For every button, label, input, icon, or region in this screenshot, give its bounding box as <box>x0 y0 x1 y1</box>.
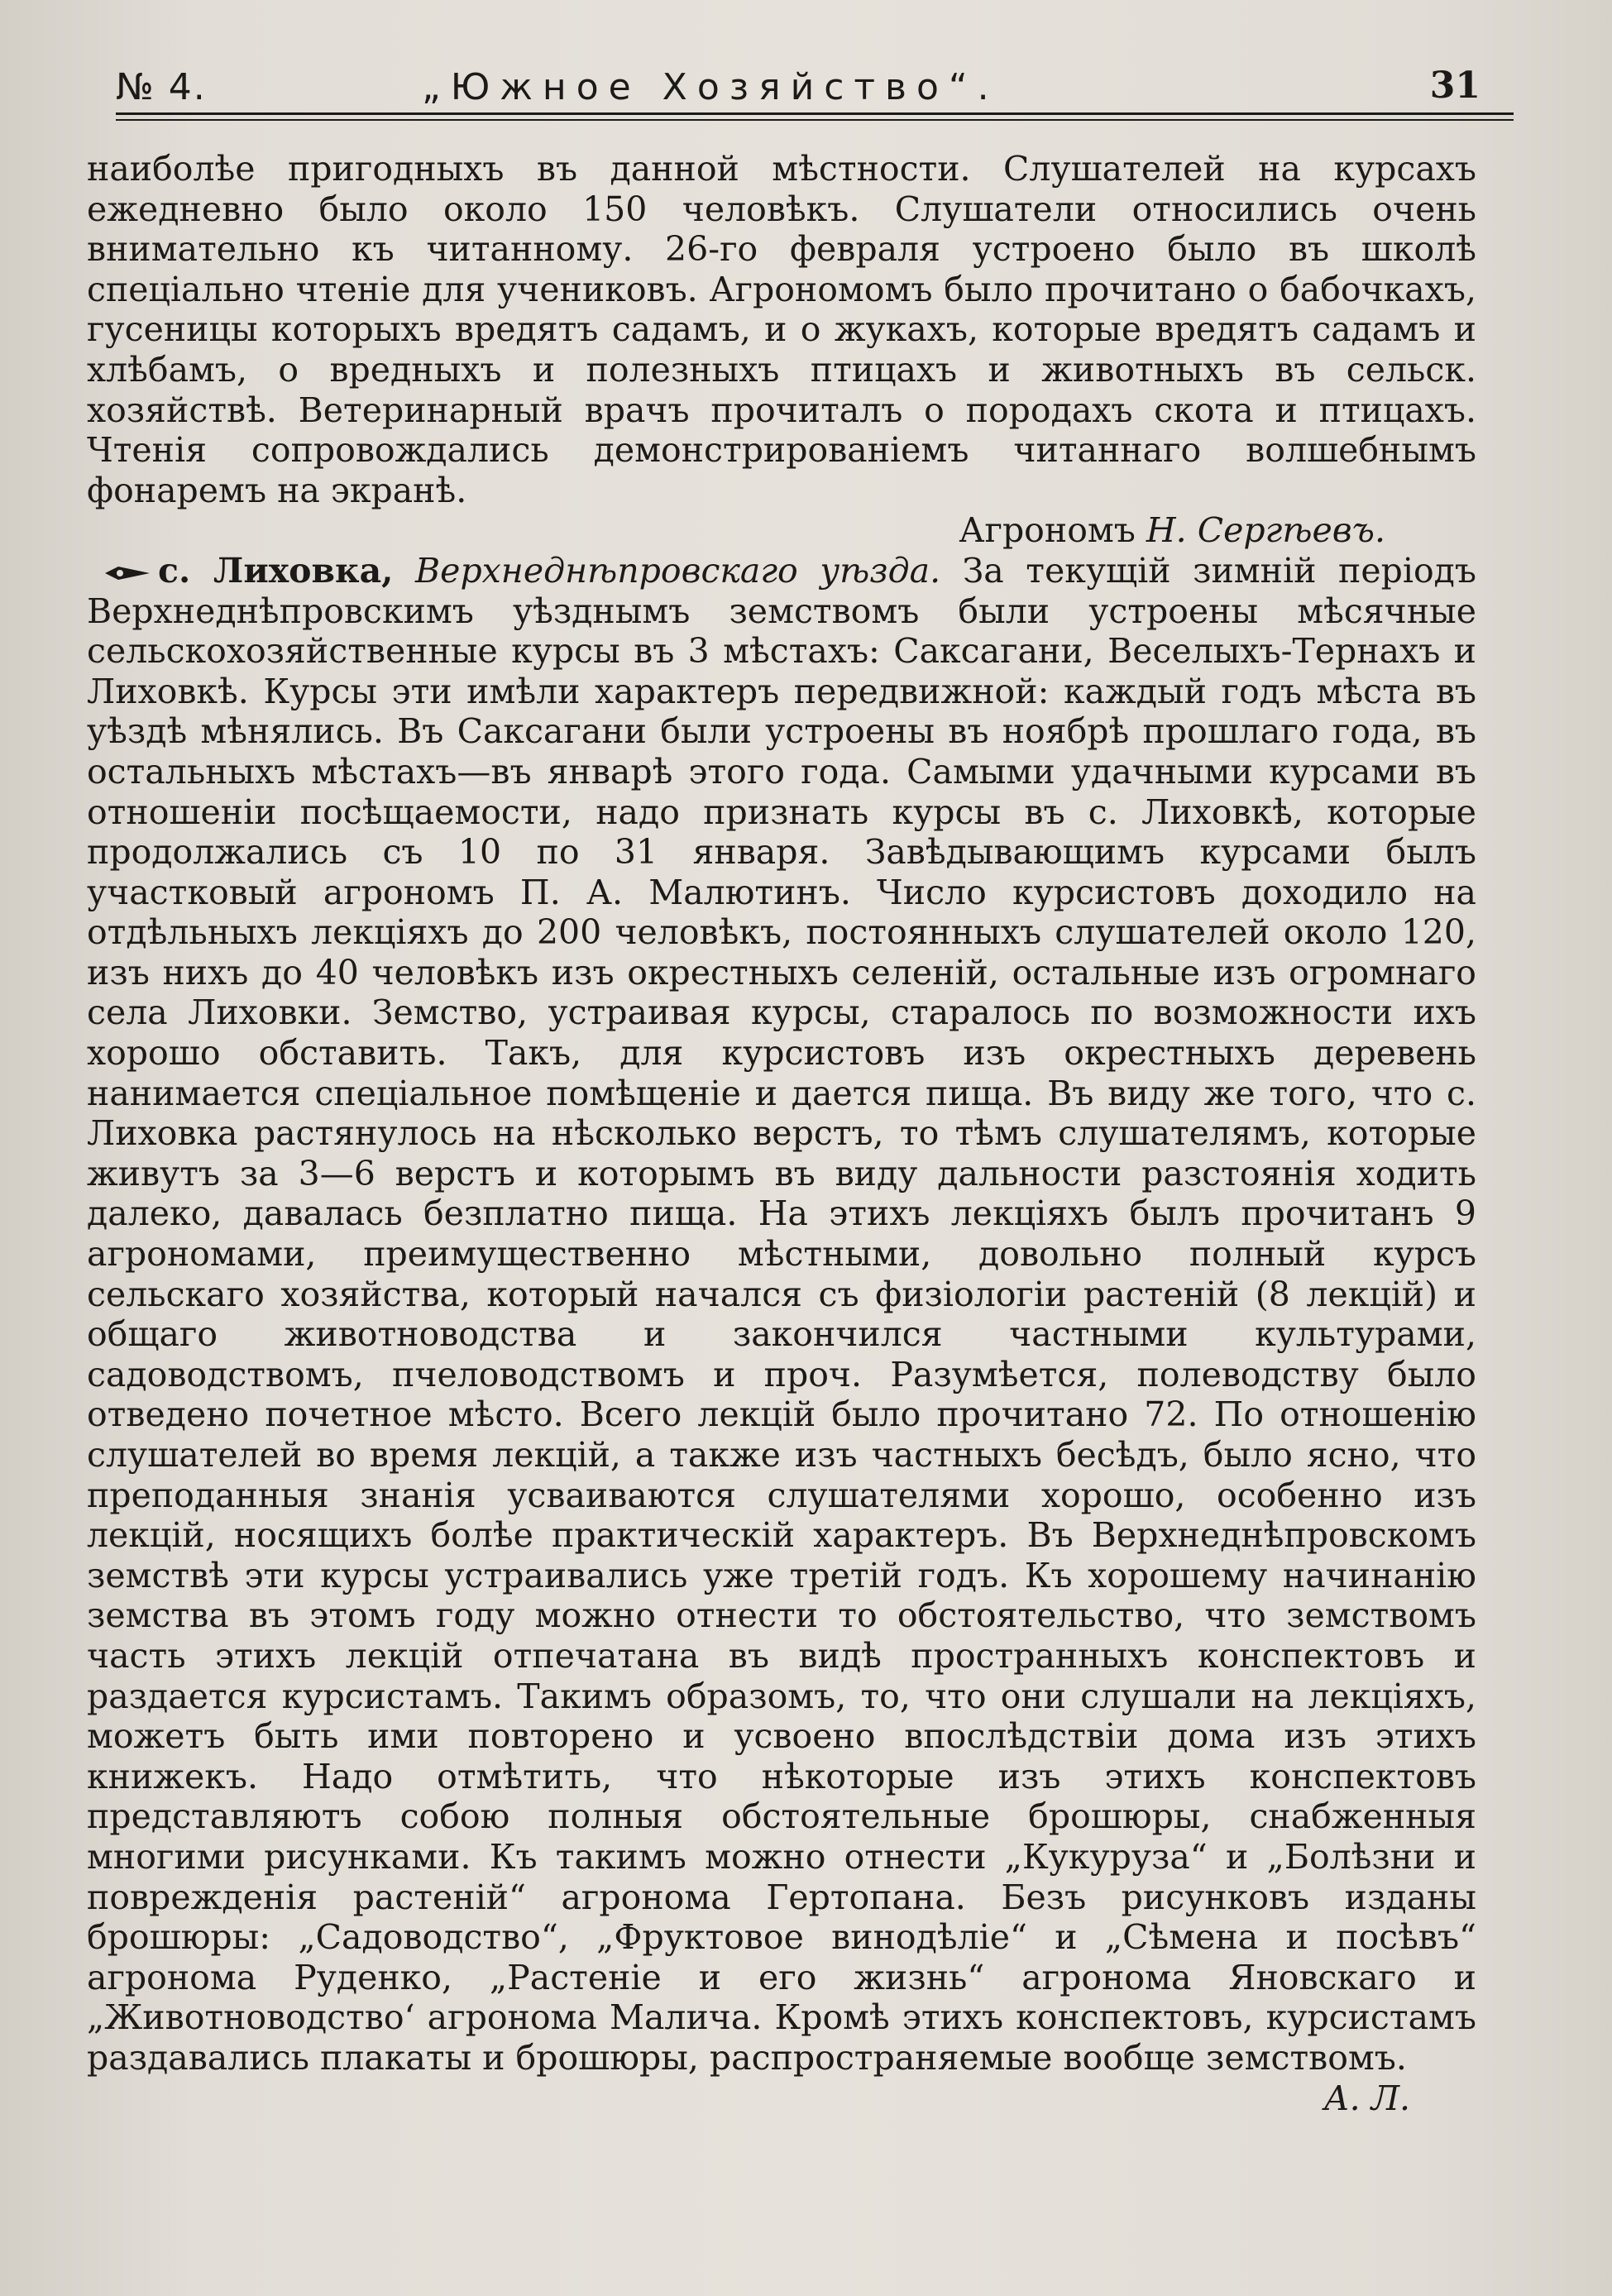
header-rule-thin <box>116 119 1514 121</box>
article-body <box>87 149 1476 2118</box>
header-rule <box>116 112 1514 115</box>
signature-role: Агрономъ <box>959 510 1136 551</box>
signature-agronomist <box>87 510 1476 551</box>
page-header <box>50 65 1480 122</box>
ornament-icon <box>103 564 151 582</box>
issue-number: № 4. <box>116 66 207 108</box>
place-name: с. Лиховка, <box>158 550 394 591</box>
page-number: 31 <box>1429 65 1480 107</box>
paragraph-2-text: За текущій зимній періодъ Верхнеднѣпровскимъ уѣзднымъ земствомъ были устроены мѣсячные сельскохозяйственные курсы въ 3 мѣстахъ: Саксагани, Веселыхъ-Тернахъ и Лиховкѣ. Курсы эти имѣли характеръ передвижной: каждый годъ мѣста въ уѣздѣ мѣнялись. Въ Саксагани были устроены въ ноябрѣ прошлаго года, въ остальныхъ мѣстахъ—въ январѣ этого года. Самыми удачными курсами въ отношеніи посѣщаемости, надо признать курсы въ с. Лиховкѣ, которые продолжались съ 10 по 31 января. Завѣдывающимъ курсами былъ участковый агрономъ П. А. Малютинъ. Число курсистовъ доходило на отдѣльныхъ лекціяхъ до 200 человѣкъ, постоянныхъ слушателей около 120, изъ нихъ до 40 человѣкъ изъ окрестныхъ селеній, остальные изъ огромнаго села Лиховки. Земство, устраивая курсы, старалось по возможности ихъ хорошо обставить. Такъ, для курсистовъ изъ окрестныхъ деревень нанимается спеціальное помѣщеніе и дается пища. Въ виду же того, что с. Лиховка растянулось на нѣсколько верстъ, то тѣмъ слушателямъ, которые живутъ за 3—6 верстъ и которымъ въ виду дальности разстоянія ходить далеко, давалась безплатно пища. На этихъ лекціяхъ былъ прочитанъ 9 агрономами, преимущественно мѣстными, довольно полный курсъ сельскаго хозяйства, который начался съ физіологіи растеній (8 лекцій) и общаго животноводства и закончился частными культурами, садоводствомъ, пчеловодствомъ и проч. Разумѣется, полеводству было отведено почетное мѣсто. Всего лекцій было прочитано 72. По отношенію слушателей во время лекцій, а также изъ частныхъ бесѣдъ, было ясно, что преподанныя знанія усваиваются слушателями хорошо, особенно изъ лекцій, носящихъ болѣе практическій характеръ. Въ Верхнеднѣпровскомъ земствѣ эти курсы устраивались уже третій годъ. Къ хорошему начинанію земства въ этомъ году можно отнести то обстоятельство, что земствомъ часть этихъ лекцій отпечатана въ видѣ пространныхъ конспектовъ и раздается курсистамъ. Такимъ образомъ, то, что они слушали на лекціяхъ, можетъ быть ими повторено и усвоено впослѣдствіи дома изъ этихъ книжекъ. Надо отмѣтить, что нѣкоторые изъ этихъ конспектовъ представляютъ собою полныя обстоятельные брошюры, снабженныя многими рисунками. Къ такимъ можно отнести „Кукуруза“ и „Болѣзни и поврежденія растеній“ агронома Гертопана. Безъ рисунковъ изданы брошюры: „Садоводство“, „Фруктовое винодѣліе“ и „Сѣмена и посѣвъ“ агронома Руденко, „Растеніе и его жизнь“ агронома Яновскаго и „Животноводство‘ агронома Малича. Кромѣ этихъ конспектовъ, курсистамъ раздавались плакаты и брошюры, распространяемые вообще земствомъ. <box>87 550 1476 2078</box>
paragraph-1: наиболѣе пригодныхъ въ данной мѣстности. Слушателей на курсахъ ежедневно было около 150 человѣкъ. Слушатели относились очень внимательно къ читанному. 26-го февраля устроено было въ школѣ спеціально чтеніе для учениковъ. Агрономомъ было прочитано о бабочкахъ, гусеницы которыхъ вредятъ садамъ, и о жукахъ, которые вредятъ садамъ и хлѣбамъ, о вредныхъ и полезныхъ птицахъ и животныхъ въ сельск. хозяйствѣ. Ветеринарный врачъ прочиталъ о породахъ скота и птицахъ. Чтенія сопровождались демонстрированіемъ читаннаго волшебнымъ фонаремъ на экранѣ. <box>87 149 1476 510</box>
signature-initials: А. Л. <box>1323 2078 1410 2118</box>
signature-name: Н. Сергѣевъ. <box>1146 510 1385 551</box>
paragraph-2 <box>87 551 1476 2078</box>
district-name: Верхнеднѣпровскаго уѣзда. <box>415 550 941 591</box>
journal-title: „Южное Хозяйство“. <box>422 66 999 108</box>
